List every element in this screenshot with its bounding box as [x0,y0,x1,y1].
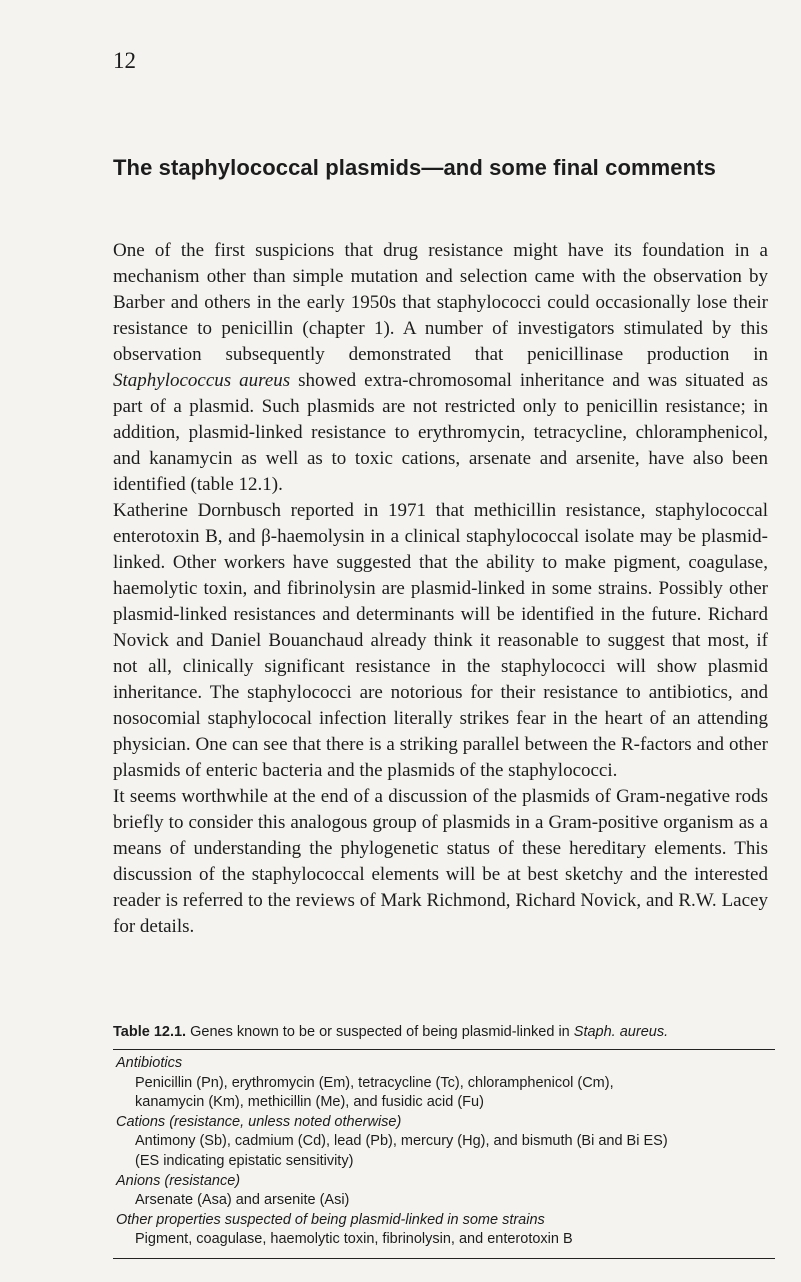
table-entry: (ES indicating epistatic sensitivity) [135,1152,354,1169]
paragraph-1 [113,238,768,498]
paragraph-1-text-b: showed extra-chromosomal inheritance and was situated as part of a plasmid. Such plasmids are not restricted only to penicillin resistance; in addition, plasmid-linked resistance to erythromycin, tetracycline, chloramphenicol, and kanamycin as well as to toxic cations, arsenate and arsenite, have also been identified (table 12.1). [113,370,768,495]
page-number: 12 [113,48,136,73]
paragraph-2: Katherine Dornbusch reported in 1971 that methicillin resistance, staphylococcal enterotoxin B, and β-haemolysin in a clinical staphylococcal isolate may be plasmid-linked. Other workers have suggested that the ability to make pigment, coagulase, haemolytic toxin, and fibrinolysin are plasmid-linked in some strains. Possibly other plasmid-linked resistances and determinants will be identified in the future. Richard Novick and Daniel Bouanchaud already think it reasonable to suggest that most, if not all, clinically significant resistance in the staphylococci will show plasmid inheritance. The staphylococci are notorious for their resistance to antibiotics, and nosocomial staphylococal infection literally strikes fear in the heart of an attending physician. One can see that there is a striking parallel between the R-factors and other plasmids of enteric bacteria and the plasmids of the staphylococci. [113,500,768,781]
table-entry: Pigment, coagulase, haemolytic toxin, fibrinolysin, and enterotoxin B [135,1231,573,1248]
body-text [113,238,768,940]
table-entry: Penicillin (Pn), erythromycin (Em), tetracycline (Tc), chloramphenicol (Cm), [135,1074,614,1091]
table-caption-text: Genes known to be or suspected of being plasmid-linked in [186,1024,574,1040]
table-top-rule [113,1049,775,1050]
table-entry: kanamycin (Km), methicillin (Me), and fusidic acid (Fu) [135,1094,484,1111]
chapter-title: The staphylococcal plasmids—and some final comments [113,155,716,180]
table-category-heading: Anions (resistance) [116,1172,241,1189]
paragraph-1-species-name: Staphylococcus aureus [113,370,291,391]
table-caption-species: Staph. aureus. [573,1024,669,1040]
table-entry: Antimony (Sb), cadmium (Cd), lead (Pb), mercury (Hg), and bismuth (Bi and Bi ES) [135,1133,668,1150]
table-category-heading: Antibiotics [116,1055,183,1071]
table-entry: Arsenate (Asa) and arsenite (Asi) [135,1192,350,1209]
table-caption [113,1024,773,1040]
table-body [116,1054,776,1250]
table-category-heading: Cations (resistance, unless noted otherwise) [116,1113,402,1130]
table-bottom-rule [113,1258,775,1259]
paragraph-1-text-a: One of the first suspicions that drug resistance might have its foundation in a mechanism other than simple mutation and selection came with the observation by Barber and others in the early 1950s that staphylococci could occasionally lose their resistance to penicillin (chapter 1). A number of investigators stimulated by this observation subsequently demonstrated that penicillinase production in [113,240,768,365]
table-category-heading: Other properties suspected of being plasmid-linked in some strains [116,1211,545,1228]
paragraph-3: It seems worthwhile at the end of a discussion of the plasmids of Gram-negative rods briefly to consider this analogous group of plasmids in a Gram-positive organism as a means of understanding the phylogenetic status of these hereditary elements. This discussion of the staphylococcal elements will be at best sketchy and the interested reader is referred to the reviews of Mark Richmond, Richard Novick, and R.W. Lacey for details. [113,786,768,937]
table-label: Table 12.1. [113,1024,187,1040]
